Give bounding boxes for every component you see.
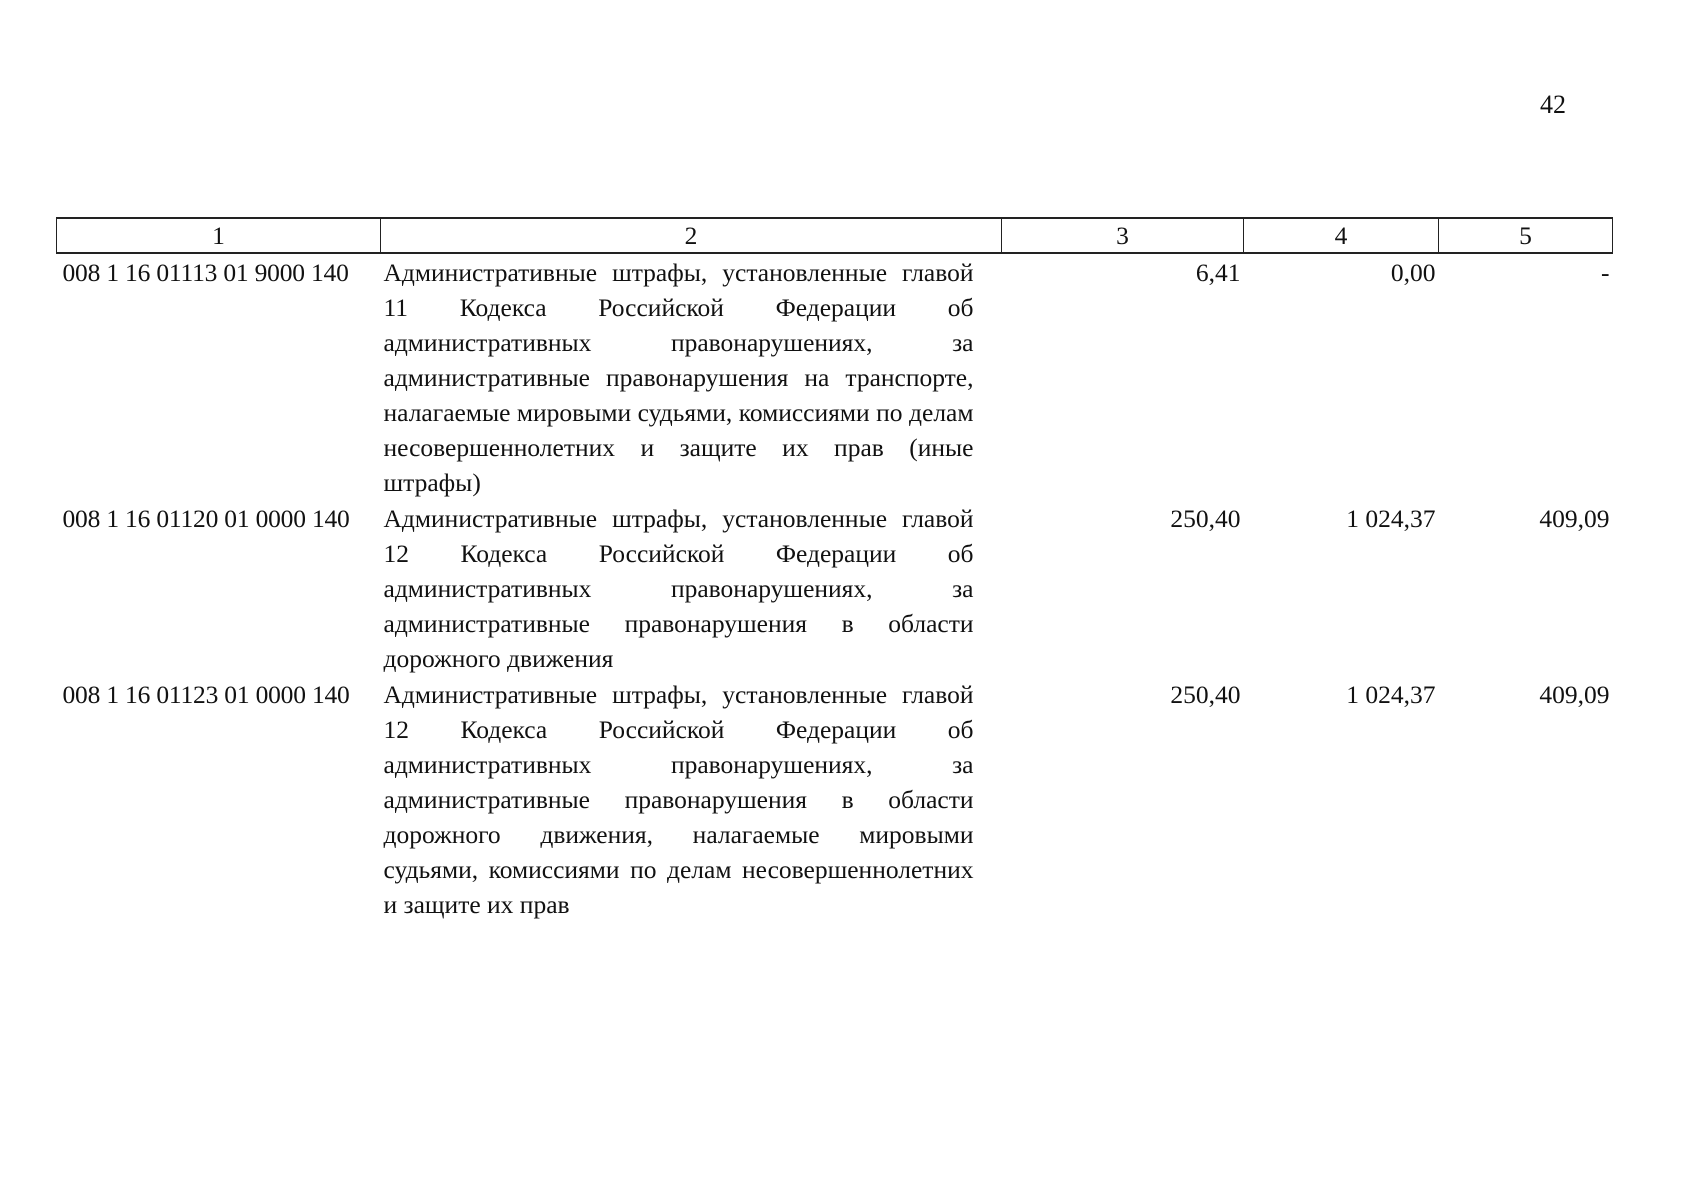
value-col5-cell: 409,09 bbox=[1539, 680, 1610, 709]
table-row bbox=[57, 253, 1613, 500]
budget-code-cell: 008 1 16 01123 01 0000 140 bbox=[62, 680, 350, 709]
budget-code-cell: 008 1 16 01113 01 9000 140 bbox=[62, 258, 349, 287]
column-header-1: 1 bbox=[57, 218, 381, 253]
table-header bbox=[57, 218, 1613, 253]
value-col4-cell: 1 024,37 bbox=[1346, 680, 1436, 709]
description-cell: Административные штрафы, установленные главой 12 Кодекса Российской Федерации об административных правонарушениях, за административные правонарушения в области дорожного движения, налагаемые мировыми судьями, комиссиями по делам несовершеннолетних и защите их прав bbox=[383, 680, 974, 919]
value-col4-cell: 0,00 bbox=[1390, 258, 1436, 287]
column-header-4: 4 bbox=[1244, 218, 1439, 253]
value-col5-cell: - bbox=[1601, 258, 1610, 287]
value-col5-cell: 409,09 bbox=[1539, 504, 1610, 533]
column-header-3: 3 bbox=[1002, 218, 1244, 253]
column-header-2: 2 bbox=[381, 218, 1002, 253]
description-cell: Административные штрафы, установленные главой 12 Кодекса Российской Федерации об административных правонарушениях, за административные правонарушения в области дорожного движения bbox=[383, 504, 974, 673]
column-header-5: 5 bbox=[1439, 218, 1613, 253]
budget-table bbox=[56, 217, 1613, 922]
table-row bbox=[57, 500, 1613, 676]
page-number: 42 bbox=[1540, 90, 1566, 119]
table-row bbox=[57, 676, 1613, 922]
value-col3-cell: 250,40 bbox=[1170, 504, 1241, 533]
description-cell: Административные штрафы, установленные главой 11 Кодекса Российской Федерации об административных правонарушениях, за административные правонарушения на транспорте, налагаемые мировыми судьями, комиссиями по делам несовершеннолетних и защите их прав (иные штрафы) bbox=[383, 258, 974, 497]
budget-code-cell: 008 1 16 01120 01 0000 140 bbox=[62, 504, 350, 533]
table-body bbox=[57, 253, 1613, 922]
value-col4-cell: 1 024,37 bbox=[1346, 504, 1436, 533]
header-row bbox=[57, 218, 1613, 253]
value-col3-cell: 6,41 bbox=[1195, 258, 1241, 287]
value-col3-cell: 250,40 bbox=[1170, 680, 1241, 709]
